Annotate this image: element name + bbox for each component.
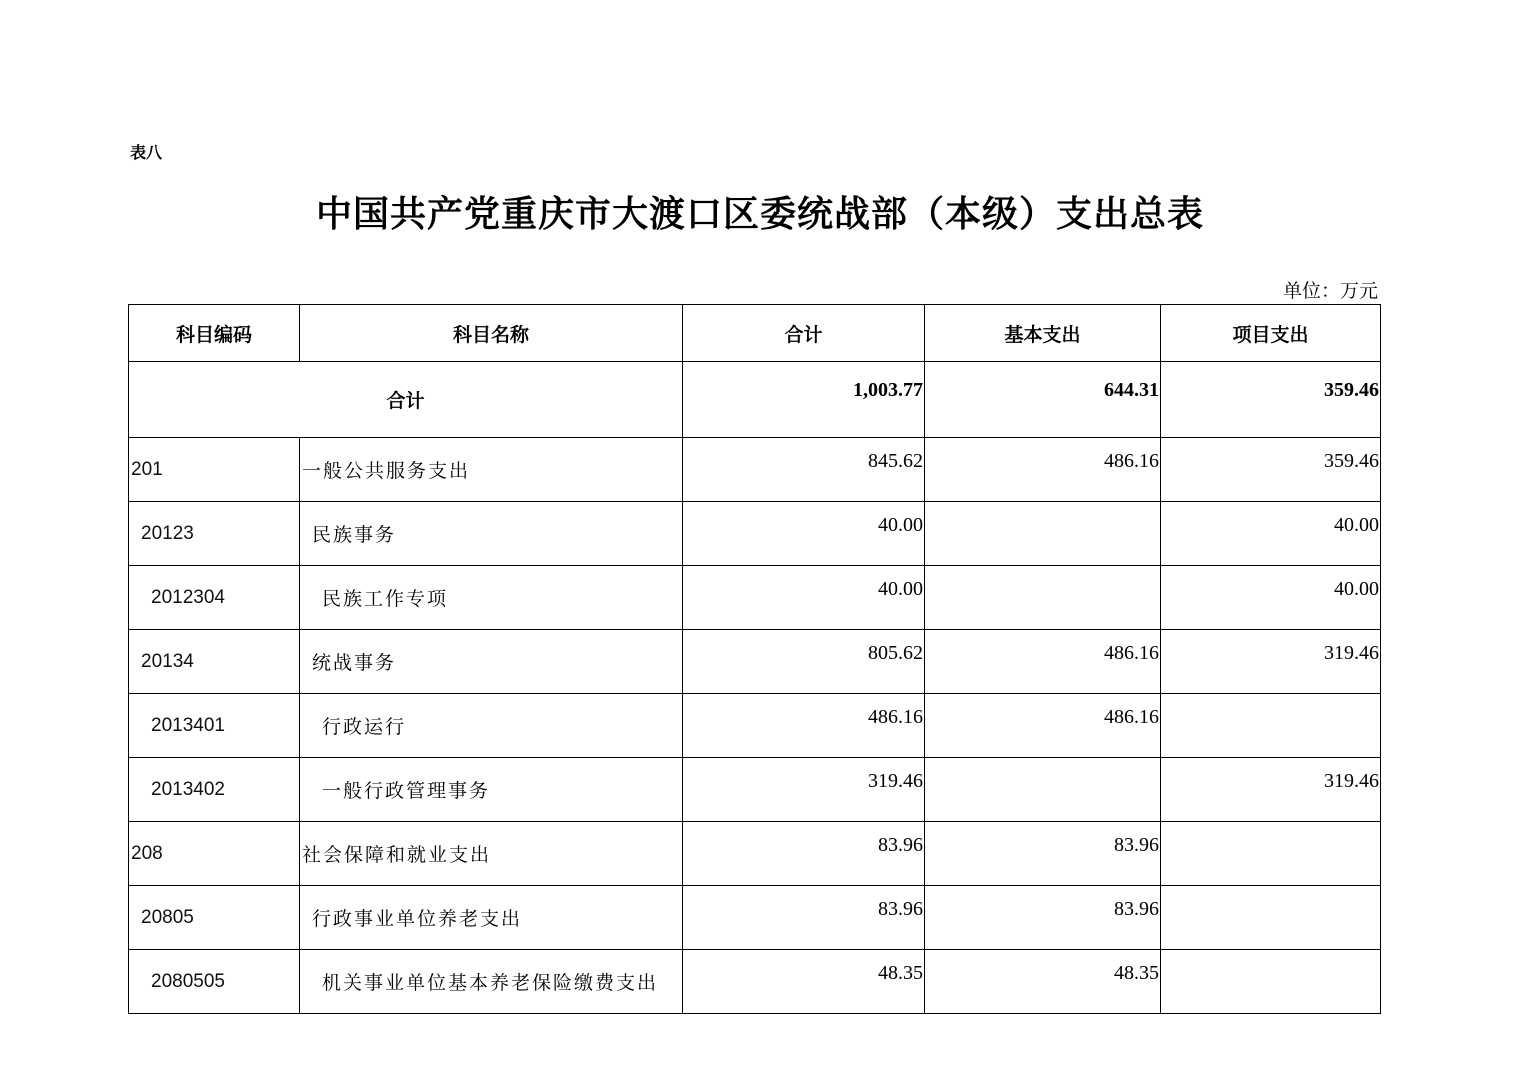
- row-basic: 83.96: [925, 886, 1161, 950]
- row-basic: 486.16: [925, 694, 1161, 758]
- row-project: 40.00: [1161, 502, 1381, 566]
- row-basic: 48.35: [925, 950, 1161, 1014]
- header-code: 科目编码: [129, 305, 300, 362]
- row-project: 319.46: [1161, 758, 1381, 822]
- row-total: 845.62: [683, 438, 925, 502]
- total-total: 1,003.77: [683, 362, 925, 438]
- row-name: 社会保障和就业支出: [300, 822, 683, 886]
- table-row: [129, 758, 1381, 822]
- row-name: 一般公共服务支出: [300, 438, 683, 502]
- row-basic: [925, 758, 1161, 822]
- row-basic: [925, 502, 1161, 566]
- table-row: [129, 950, 1381, 1014]
- total-project: 359.46: [1161, 362, 1381, 438]
- row-total: 40.00: [683, 502, 925, 566]
- row-basic: 486.16: [925, 630, 1161, 694]
- row-project: [1161, 950, 1381, 1014]
- row-code: 20805: [129, 886, 300, 950]
- unit-label: 单位：万元: [1282, 280, 1378, 302]
- row-total: 83.96: [683, 886, 925, 950]
- total-label: 合计: [129, 362, 683, 438]
- row-total: 40.00: [683, 566, 925, 630]
- table-row: [129, 822, 1381, 886]
- row-project: [1161, 886, 1381, 950]
- row-project: 359.46: [1161, 438, 1381, 502]
- table-row: [129, 886, 1381, 950]
- row-project: [1161, 822, 1381, 886]
- table-row: [129, 502, 1381, 566]
- row-code: 2013401: [129, 694, 300, 758]
- row-name: 统战事务: [300, 630, 683, 694]
- row-code: 2012304: [129, 566, 300, 630]
- row-code: 20134: [129, 630, 300, 694]
- expenditure-table: [128, 304, 1381, 1014]
- header-project: 项目支出: [1161, 305, 1381, 362]
- header-name: 科目名称: [300, 305, 683, 362]
- row-total: 319.46: [683, 758, 925, 822]
- row-total: 486.16: [683, 694, 925, 758]
- row-project: 40.00: [1161, 566, 1381, 630]
- table-row: [129, 566, 1381, 630]
- row-name: 民族工作专项: [300, 566, 683, 630]
- row-name: 行政事业单位养老支出: [300, 886, 683, 950]
- page-title: 中国共产党重庆市大渡口区委统战部（本级）支出总表: [315, 194, 1204, 235]
- row-code: 201: [129, 438, 300, 502]
- row-total: 48.35: [683, 950, 925, 1014]
- row-code: 2080505: [129, 950, 300, 1014]
- header-basic: 基本支出: [925, 305, 1161, 362]
- table-row: [129, 630, 1381, 694]
- row-basic: 83.96: [925, 822, 1161, 886]
- row-name: 一般行政管理事务: [300, 758, 683, 822]
- total-basic: 644.31: [925, 362, 1161, 438]
- row-total: 805.62: [683, 630, 925, 694]
- total-row: [129, 362, 1381, 438]
- row-project: 319.46: [1161, 630, 1381, 694]
- table-number: 表八: [130, 143, 163, 162]
- table-header-row: [129, 305, 1381, 362]
- row-basic: [925, 566, 1161, 630]
- row-name: 行政运行: [300, 694, 683, 758]
- row-code: 20123: [129, 502, 300, 566]
- row-total: 83.96: [683, 822, 925, 886]
- row-name: 民族事务: [300, 502, 683, 566]
- header-total: 合计: [683, 305, 925, 362]
- table-row: [129, 694, 1381, 758]
- row-code: 208: [129, 822, 300, 886]
- row-code: 2013402: [129, 758, 300, 822]
- table-row: [129, 438, 1381, 502]
- row-project: [1161, 694, 1381, 758]
- row-name: 机关事业单位基本养老保险缴费支出: [300, 950, 683, 1014]
- row-basic: 486.16: [925, 438, 1161, 502]
